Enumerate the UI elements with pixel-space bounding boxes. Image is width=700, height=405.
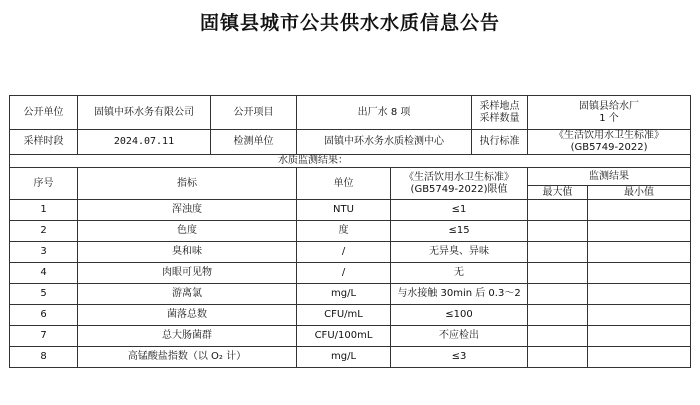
col-max: 最大值 (528, 186, 588, 200)
cell-unit: CFU/100mL (297, 326, 391, 347)
item-label: 公开项目 (211, 96, 297, 130)
col-results: 监测结果 (528, 168, 691, 186)
cell-max (528, 347, 588, 368)
cell-indicator: 菌落总数 (78, 305, 297, 326)
cell-min (588, 242, 691, 263)
standard-name: 《生活饮用水卫生标准》 (554, 130, 665, 141)
cell-unit: 度 (297, 221, 391, 242)
cell-max (528, 263, 588, 284)
cell-no: 8 (10, 347, 78, 368)
cell-indicator: 游离氯 (78, 284, 297, 305)
col-indicator: 指标 (78, 168, 297, 200)
table-row (10, 263, 691, 284)
table-row (10, 284, 691, 305)
cell-min (588, 200, 691, 221)
cell-min (588, 221, 691, 242)
standard-value (528, 130, 691, 155)
col-unit: 单位 (297, 168, 391, 200)
sample-count-value: 1 个 (599, 112, 619, 124)
col-limit-line1: 《生活饮用水卫生标准》 (404, 171, 514, 183)
cell-indicator: 浑浊度 (78, 200, 297, 221)
cell-min (588, 263, 691, 284)
cell-max (528, 242, 588, 263)
cell-max (528, 326, 588, 347)
cell-no: 1 (10, 200, 78, 221)
item-value: 出厂水 8 项 (297, 96, 472, 130)
water-quality-table (9, 95, 691, 368)
header-row-publisher (10, 96, 691, 130)
cell-no: 3 (10, 242, 78, 263)
cell-limit: ≤3 (391, 347, 528, 368)
cell-indicator: 臭和味 (78, 242, 297, 263)
col-limit (391, 168, 528, 200)
page-title: 固镇县城市公共供水水质信息公告 (199, 12, 500, 34)
column-header-row (10, 168, 691, 186)
cell-min (588, 305, 691, 326)
cell-unit: NTU (297, 200, 391, 221)
cell-limit: ≤100 (391, 305, 528, 326)
cell-no: 4 (10, 263, 78, 284)
lab-label: 检测单位 (211, 130, 297, 155)
cell-indicator: 高锰酸盐指数（以 O₂ 计） (78, 347, 297, 368)
col-no: 序号 (10, 168, 78, 200)
cell-min (588, 284, 691, 305)
cell-no: 6 (10, 305, 78, 326)
cell-limit: 无异臭、异味 (391, 242, 528, 263)
table-row (10, 305, 691, 326)
publisher-label: 公开单位 (10, 96, 78, 130)
table-row (10, 347, 691, 368)
cell-unit: mg/L (297, 347, 391, 368)
cell-limit: 无 (391, 263, 528, 284)
cell-no: 2 (10, 221, 78, 242)
col-limit-line2: (GB5749-2022)限值 (410, 183, 508, 195)
sample-site-value: 固镇县给水厂 (579, 100, 640, 112)
cell-limit: ≤1 (391, 200, 528, 221)
cell-max (528, 284, 588, 305)
standard-code: (GB5749-2022) (570, 142, 648, 153)
cell-unit: mg/L (297, 284, 391, 305)
cell-limit: 与水接触 30min 后 0.3～2 (391, 284, 528, 305)
cell-limit: 不应检出 (391, 326, 528, 347)
col-min: 最小值 (588, 186, 691, 200)
cell-indicator: 总大肠菌群 (78, 326, 297, 347)
sample-time-value: 2024.07.11 (78, 130, 211, 155)
cell-indicator: 色度 (78, 221, 297, 242)
cell-unit: CFU/mL (297, 305, 391, 326)
cell-unit: / (297, 263, 391, 284)
sample-site-labels (472, 96, 528, 130)
sample-site-label: 采样地点 (479, 100, 520, 112)
table-row (10, 326, 691, 347)
sample-count-label: 采样数量 (479, 112, 520, 124)
cell-min (588, 326, 691, 347)
cell-min (588, 347, 691, 368)
lab-value: 固镇中环水务水质检测中心 (297, 130, 472, 155)
publisher-value: 固镇中环水务有限公司 (78, 96, 211, 130)
cell-indicator: 肉眼可见物 (78, 263, 297, 284)
cell-unit: / (297, 242, 391, 263)
cell-max (528, 221, 588, 242)
table-row (10, 242, 691, 263)
cell-limit: ≤15 (391, 221, 528, 242)
section-row (10, 155, 691, 168)
standard-label: 执行标准 (472, 130, 528, 155)
header-row-time (10, 130, 691, 155)
cell-no: 7 (10, 326, 78, 347)
sample-site-values (528, 96, 691, 130)
table-row (10, 221, 691, 242)
section-title: 水质监测结果： (10, 155, 691, 168)
cell-max (528, 200, 588, 221)
sample-time-label: 采样时段 (10, 130, 78, 155)
cell-max (528, 305, 588, 326)
cell-no: 5 (10, 284, 78, 305)
table-row (10, 200, 691, 221)
